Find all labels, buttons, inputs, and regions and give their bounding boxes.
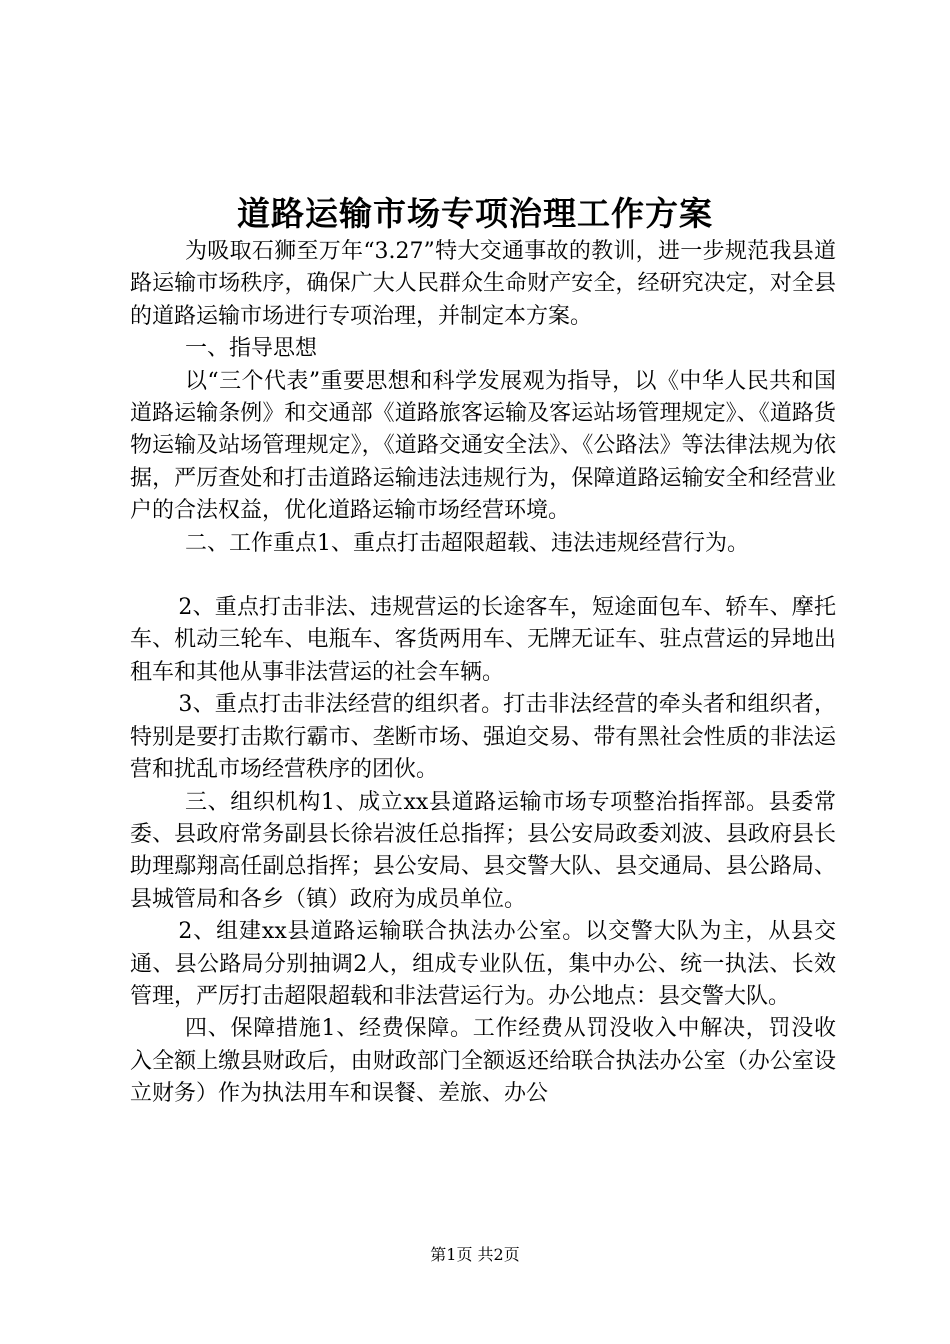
paragraph: 四、保障措施1、经费保障。工作经费从罚没收入中解决，罚没收入全额上缴县财政后，由财政部门全额返还给联合执法办公室（办公室设立财务）作为执法用车和误餐、差旅、办公 xyxy=(130,1016,836,1107)
paragraph: 一、指导思想 xyxy=(185,336,318,362)
paragraph: 2、重点打击非法、违规营运的长途客车，短途面包车、轿车、摩托车、机动三轮车、电瓶车、客货两用车、无牌无证车、驻点营运的异地出租车和其他从事非法营运的社会车辆。 xyxy=(130,595,836,685)
paragraph: 3、重点打击非法经营的组织者。打击非法经营的牵头者和组织者，特别是要打击欺行霸市、垄断市场、强迫交易、带有黑社会性质的非法运营和扰乱市场经营秩序的团伙。 xyxy=(130,692,836,783)
paragraph: 以“三个代表”重要思想和科学发展观为指导，以《中华人民共和国道路运输条例》和交通部《道路旅客运输及客运站场管理规定》、《道路货物运输及站场管理规定》，《道路交通安全法》、《公路法》等法律法规为依据，严厉查处和打击道路运输违法违规行为，保障道路运输安全和经营业户的合法权益，优化道路运输市场经营环境。 xyxy=(130,368,836,524)
paragraph: 三、组织机构1、成立xx县道路运输市场专项整治指挥部。县委常委、县政府常务副县长徐岩波任总指挥；县公安局政委刘波、县政府县长助理鄢翔高任副总指挥；县公安局、县交警大队、县交通局、县公路局、县城管局和各乡（镇）政府为成员单位。 xyxy=(130,789,836,912)
page-footer: 第1页 共2页 xyxy=(430,1245,520,1264)
document-title: 道路运输市场专项治理工作方案 xyxy=(237,194,713,233)
paragraph-gap xyxy=(130,560,836,592)
paragraph: 为吸取石狮至万年“3.27”特大交通事故的教训，进一步规范我县道路运输市场秩序，确保广大人民群众生命财产安全，经研究决定，对全县的道路运输市场进行专项治理，并制定本方案。 xyxy=(130,239,836,329)
paragraph: 2、组建xx县道路运输联合执法办公室。以交警大队为主，从县交通、县公路局分别抽调2人，组成专业队伍，集中办公、统一执法、长效管理，严厉打击超限超载和非法营运行为。办公地点：县交警大队。 xyxy=(130,919,836,1009)
document-body xyxy=(130,236,836,1111)
paragraph: 二、工作重点1、重点打击超限超载、违法违规经营行为。 xyxy=(185,530,749,556)
